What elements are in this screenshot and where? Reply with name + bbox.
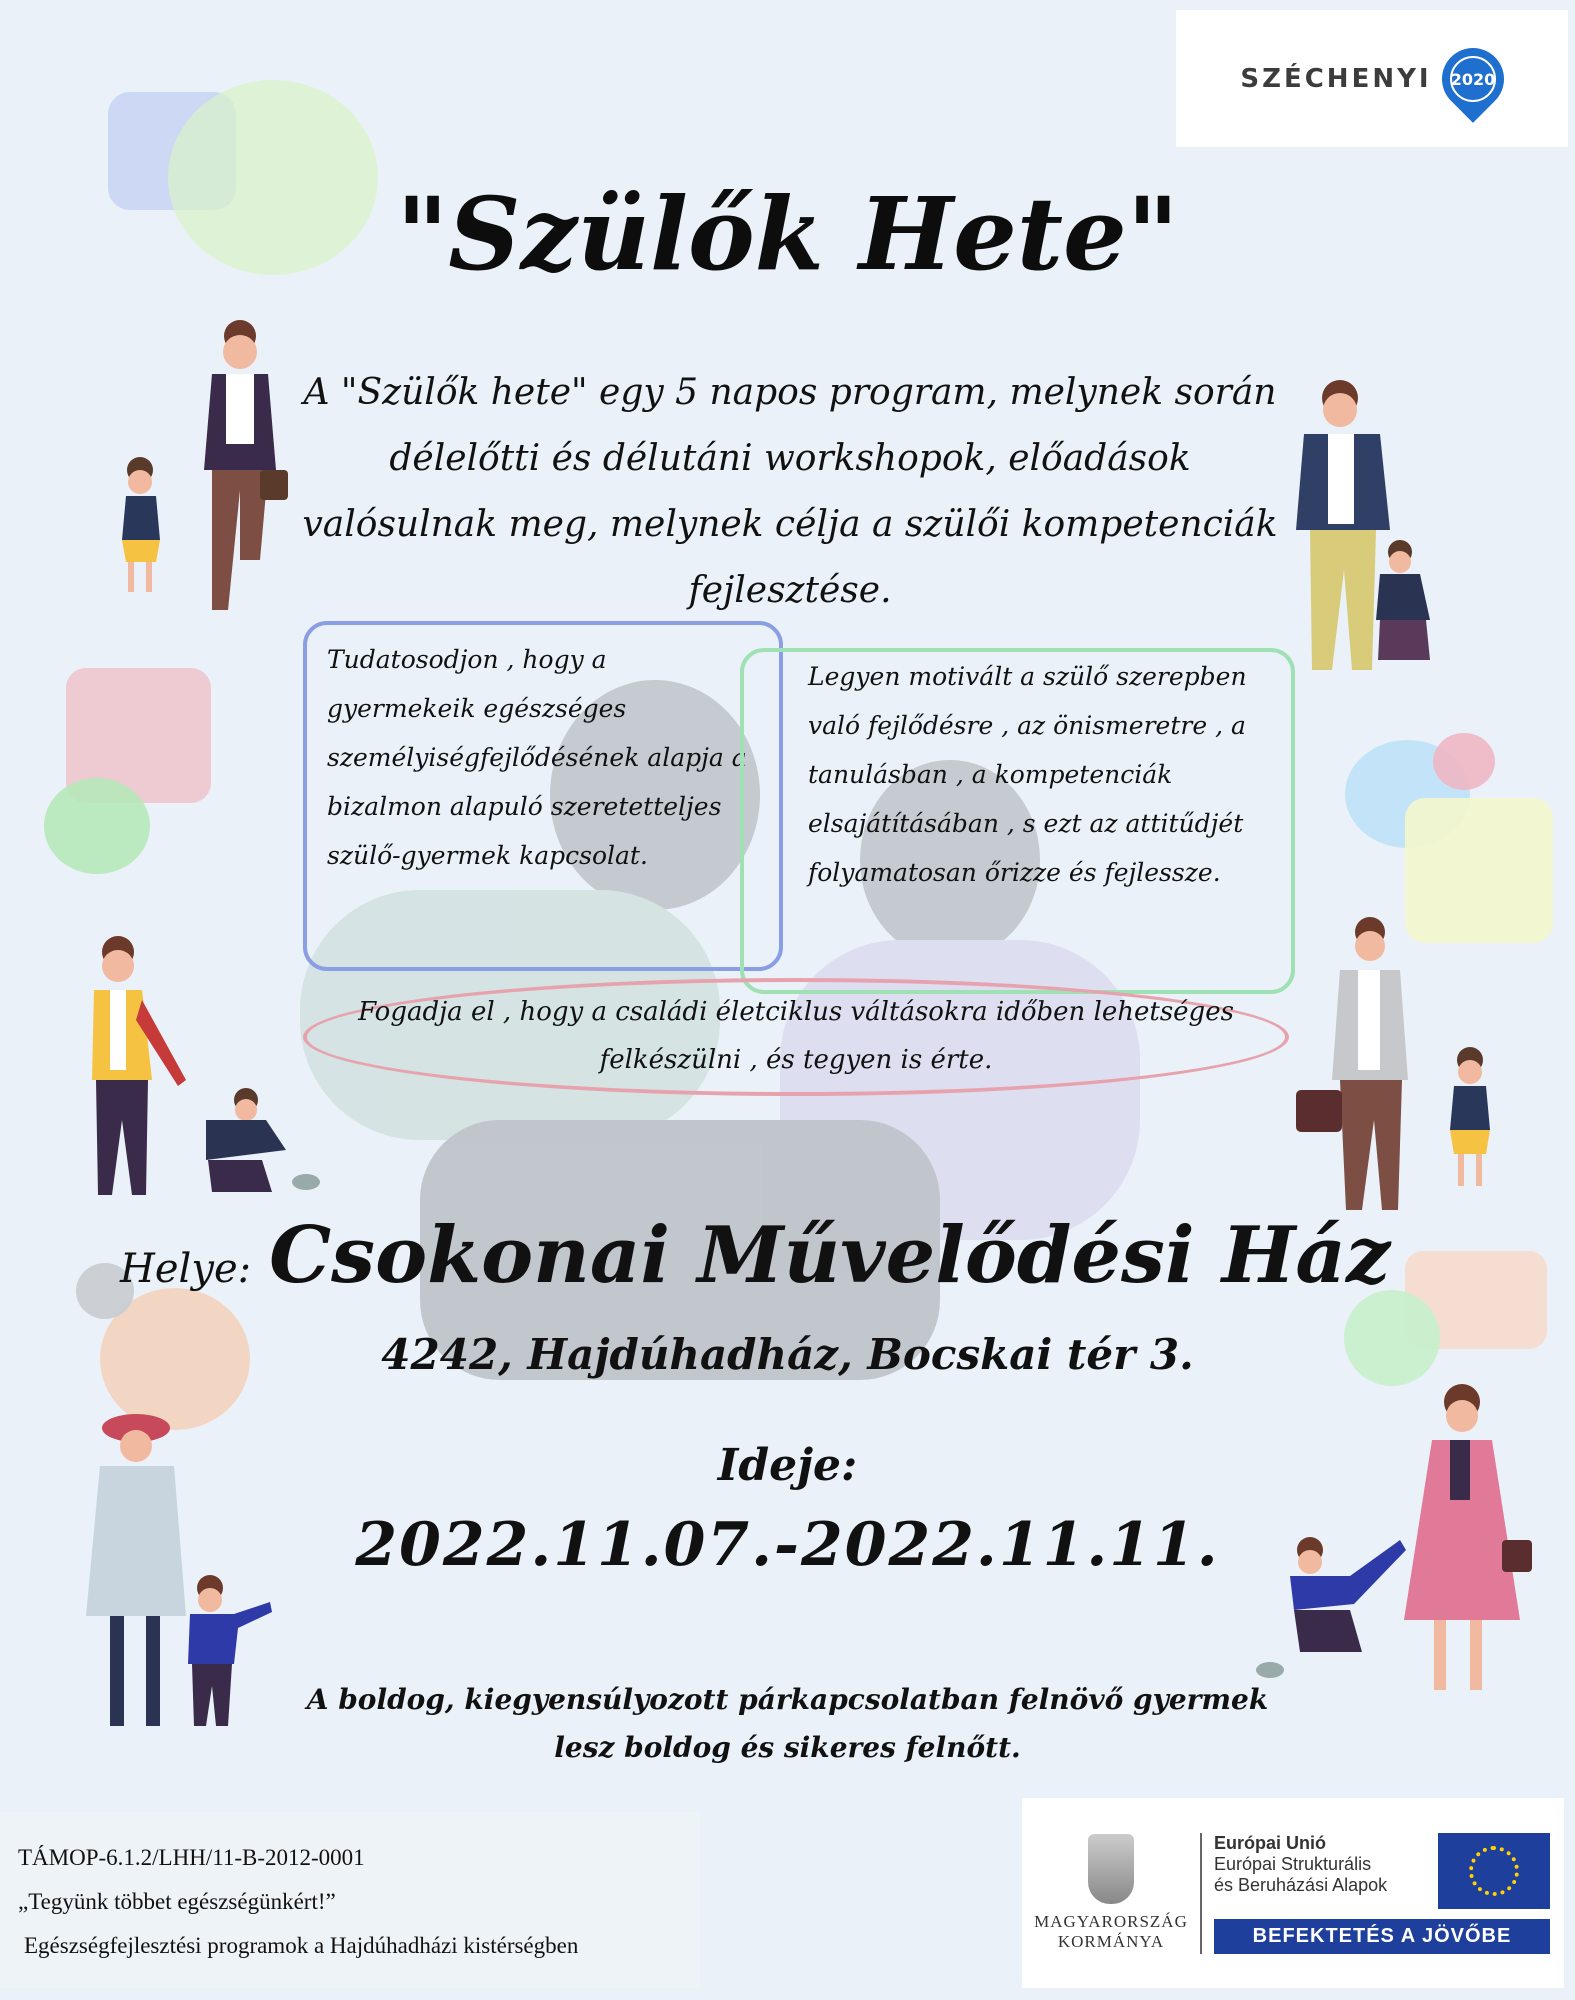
eu-line-2: Európai Strukturális [1214,1853,1372,1874]
hungarian-government-logo [1036,1834,1186,1952]
motto-text: A boldog, kiegyensúlyozott párkapcsolatban felnövő gyermek lesz boldog és sikeres felnőtt. [306,1683,1269,1764]
decor-circle-pink [1433,733,1495,790]
project-slogan: „Tegyünk többet egészségünkért!” [18,1889,336,1914]
gov-line-2: KORMÁNYA [1057,1932,1165,1951]
time-label: Ideje: [717,1440,858,1491]
page-title: "Szülők Hete" [396,175,1179,293]
coat-of-arms-icon [1088,1834,1134,1904]
goal-box-trust: Tudatosodjon , hogy a gyermekeik egészséges személyiségfejlődésének alapja a bizalmon alapuló szeretetteljes szülő-gyermek kapcsolat. [303,621,783,971]
eu-line-3: és Beruházási Alapok [1214,1874,1388,1895]
szechenyi-2020-logo [1176,10,1568,147]
logo-year: 2020 [1450,56,1496,102]
gov-line-1: MAGYARORSZÁG [1034,1912,1188,1931]
location-pin-icon [1429,35,1517,123]
mother-with-daughter-illustration [100,300,300,630]
goal-box-life-cycle: Fogadja el , hogy a családi életciklus váltásokra időben lehetséges felkészülni , és tegyen is érte. [303,978,1289,1096]
man-with-briefcase-and-girl-illustration [1290,910,1520,1230]
funding-logos [1022,1798,1564,1988]
logo-text: SZÉCHENYI [1240,63,1432,94]
father-with-crouching-son-illustration [86,930,326,1205]
project-code: TÁMOP-6.1.2/LHH/11-B-2012-0001 [18,1845,365,1870]
project-description: Egészségfejlesztési programok a Hajdúhadházi kistérségben [24,1933,579,1958]
father-with-son-illustration [1280,370,1460,680]
eu-banner: BEFEKTETÉS A JÖVŐBE [1214,1919,1550,1954]
venue-label: Helye: [120,1246,252,1292]
event-dates: 2022.11.07.-2022.11.11. [355,1510,1220,1580]
venue-row [120,1210,1460,1301]
goal-box-motivation: Legyen motivált a szülő szerepben való fejlődésre , az önismeretre , a tanulásban , a kompetenciák elsajátításában , s ezt az attitűdjét folyamatosan őrizze és fejlessze. [740,648,1295,994]
decor-circle-green-2 [44,778,150,874]
eu-flag-icon [1438,1833,1550,1909]
intro-paragraph: A "Szülők hete" egy 5 napos program, melynek során délelőtti és délutáni workshopok, előadások valósulnak meg, melynek célja a szülői kompetenciák fejlesztése. [302,372,1278,611]
eu-line-1: Európai Unió [1214,1832,1326,1853]
venue-address: 4242, Hajdúhadház, Bocskai tér 3. [381,1330,1194,1379]
venue-name: Csokonai Művelődési Ház [269,1210,1391,1301]
project-footer [0,1812,700,1988]
eu-funds-logo [1200,1833,1550,1954]
